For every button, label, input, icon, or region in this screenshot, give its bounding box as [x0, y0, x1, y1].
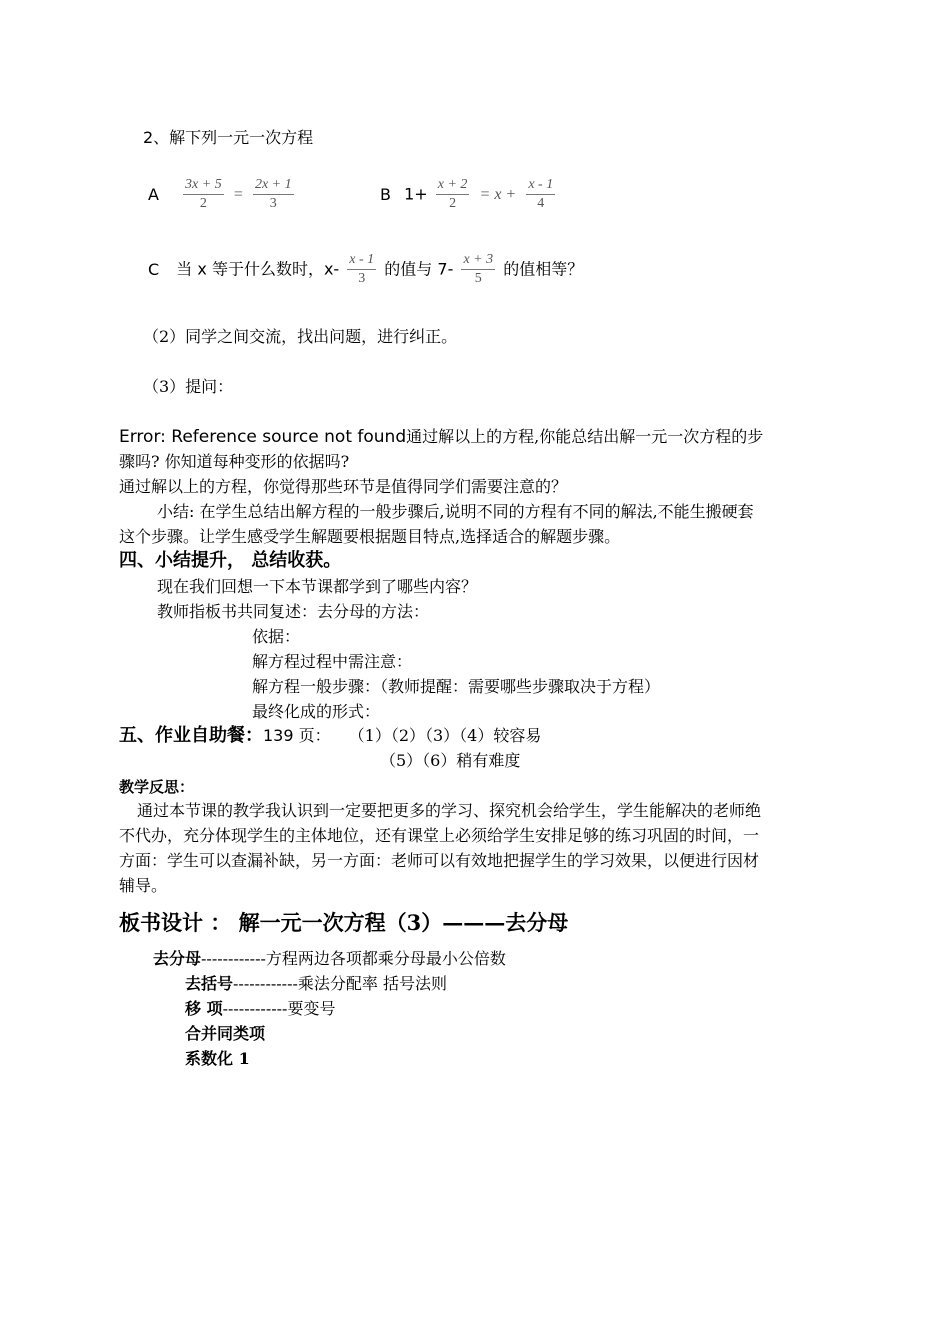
homework-page: 139 页： [263, 726, 331, 745]
equation-b-label: B [380, 184, 391, 204]
fraction-denominator: 4 [537, 196, 545, 211]
fraction-numerator: 3x + 5 [183, 176, 224, 195]
reflection-line-4: 辅导。 [119, 876, 168, 895]
fraction-denominator: 5 [474, 271, 482, 286]
question-2-title: 2、解下列一元一次方程 [143, 128, 314, 147]
equation-a-left-fraction [183, 176, 224, 213]
question-line-3: 通过解以上的方程，你觉得那些环节是值得同学们需要注意的？ [119, 477, 568, 496]
equals-sign: = [233, 185, 243, 203]
section-4-heading: 四、小结提升， 总结收获。 [119, 550, 342, 571]
summary-line-1: 小结: 在学生总结出解方程的一般步骤后,说明不同的方程有不同的解法,不能生搬硬套 [157, 502, 754, 521]
section-4-line-1: 现在我们回想一下本节课都学到了哪些内容？ [157, 577, 478, 596]
fraction-denominator: 3 [269, 196, 277, 211]
board-row-3-key: 移 项 [185, 999, 223, 1018]
homework-hard: （5）（6）稍有难度 [380, 751, 521, 770]
fraction-denominator: 3 [358, 271, 366, 286]
section-4-line-4: 解方程过程中需注意： [252, 652, 413, 671]
fraction-numerator: 2x + 1 [253, 176, 294, 195]
question-line-2: 骤吗? 你知道每种变形的依据吗? [119, 452, 350, 471]
board-row-2-value: ------------乘法分配率 括号法则 [233, 974, 447, 993]
equation-b-middle: = x + [479, 185, 517, 203]
question-line-1 [119, 426, 763, 448]
board-row-5: 系数化 1 [185, 1049, 250, 1068]
equation-c-label: C [148, 259, 160, 279]
equation-c-text-3: x- [323, 259, 340, 279]
equation-c [148, 251, 583, 295]
board-row-2-key: 去括号 [185, 974, 234, 993]
board-row-1-value: ------------方程两边各项都乘分母最小公倍数 [201, 949, 506, 968]
section-5-heading-line [119, 725, 541, 747]
homework-easy: （1）（2）（3）（4）较容易 [348, 726, 542, 745]
equation-c-text-5: 7- [437, 259, 454, 279]
reflection-line-2: 不代办，充分体现学生的主体地位，还有课堂上必须给学生安排足够的练习巩固的时间，一 [119, 826, 760, 845]
section-4-line-2: 教师指板书共同复述：去分母的方法： [157, 602, 430, 621]
reflection-heading: 教学反思： [119, 778, 195, 796]
equation-c-text-2: 等于什么数时， [211, 259, 324, 279]
equation-c-variable: x [197, 259, 207, 279]
board-row-2 [185, 973, 447, 995]
board-row-4: 合并同类项 [185, 1024, 266, 1043]
step-3-text: （3）提问： [143, 377, 234, 396]
section-5-heading: 五、作业自助餐： [119, 725, 263, 746]
equation-b-prefix: 1+ [404, 184, 428, 204]
board-row-3 [185, 998, 335, 1020]
equation-c-text-6: 的值相等？ [503, 259, 584, 279]
section-4-line-3: 依据： [252, 627, 301, 646]
fraction-numerator: x + 2 [436, 176, 470, 195]
fraction-denominator: 2 [199, 196, 207, 211]
board-row-1-key: 去分母 [153, 949, 202, 968]
equation-a-label: A [148, 184, 159, 204]
board-design-heading: 板书设计 ： 解一元一次方程（3）———去分母 [119, 910, 569, 935]
equation-a [148, 176, 297, 220]
reflection-line-3: 方面：学生可以查漏补缺，另一方面：老师可以有效地把握学生的学习效果，以便进行因材 [119, 851, 760, 870]
equation-b-right-fraction [526, 176, 555, 213]
equation-b-left-fraction [436, 176, 470, 213]
question-line-1-text: 通过解以上的方程,你能总结出解一元一次方程的步 [406, 427, 764, 446]
reflection-line-1: 通过本节课的教学我认识到一定要把更多的学习、探究机会给学生，学生能解决的老师绝 [137, 801, 762, 820]
equation-b [380, 176, 558, 220]
equation-c-fraction-1 [347, 251, 376, 288]
fraction-numerator: x - 1 [526, 176, 555, 195]
board-row-1 [153, 948, 506, 970]
equation-c-text-4: 的值与 [384, 259, 433, 279]
board-row-3-value: ------------要变号 [222, 999, 336, 1018]
fraction-denominator: 2 [449, 196, 457, 211]
step-2-text: （2）同学之间交流，找出问题，进行纠正。 [143, 327, 458, 346]
section-4-line-5: 解方程一般步骤：（教师提醒：需要哪些步骤取决于方程） [252, 677, 661, 696]
fraction-numerator: x - 1 [347, 251, 376, 270]
reference-error: Error: Reference source not found [119, 427, 407, 447]
equation-c-fraction-2 [461, 251, 495, 288]
section-4-line-6: 最终化成的形式： [252, 702, 381, 721]
fraction-numerator: x + 3 [461, 251, 495, 270]
equation-c-text-1: 当 [176, 259, 193, 279]
summary-line-2: 这个步骤。让学生感受学生解题要根据题目特点,选择适合的解题步骤。 [119, 527, 621, 546]
equation-a-right-fraction [253, 176, 294, 213]
